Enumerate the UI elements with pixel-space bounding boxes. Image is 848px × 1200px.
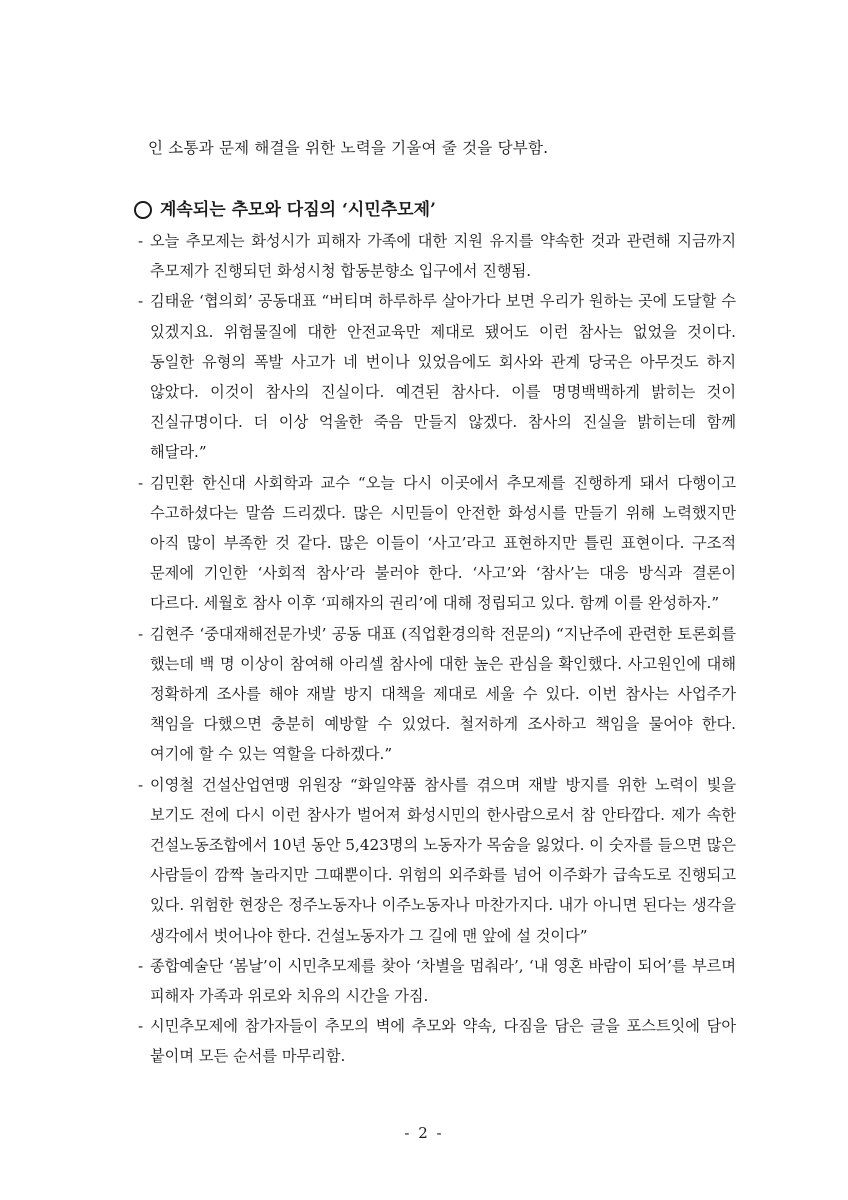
section-heading-text: 계속되는 추모와 다짐의 ‘시민추모제’: [160, 200, 436, 220]
list-item: - 시민추모제에 참가자들이 추모의 벽에 추모와 약속, 다짐을 담은 글을 포스트잇에 담아 붙이며 모든 순서를 마무리함.: [138, 1011, 736, 1071]
page-number: - 2 -: [404, 1124, 444, 1142]
list-item: - 이영철 건설산업연맹 위원장 “화일약품 참사를 겪으며 재발 방지를 위한 노력이 빛을 보기도 전에 다시 이런 참사가 벌어져 화성시민의 한사람으로서 참 안타깝다. 제가 속한 건설노동조합에서 10년 동안 5,423명의 노동자가 목숨을 잃었다. 이 숫자를 들으면 많은 사람들이 깜짝 놀라지만 그때뿐이다. 위험의 외주화를 넘어 이주화가 급속도로 진행되고 있다. 위험한 현장은 정주노동자나 이주노동자나 마찬가지다. 내가 아니면 된다는 생각을 생각에서 벗어나야 한다. 건설노동자가 그 길에 맨 앞에 설 것이다”: [138, 770, 736, 951]
circle-bullet-icon: [134, 201, 152, 219]
list-item: - 종합예술단 ‘봄날’이 시민추모제를 찾아 ‘차별을 멈춰라’, ‘내 영혼 바람이 되어’를 부르며 피해자 가족과 위로와 치유의 시간을 가짐.: [138, 951, 736, 1011]
list-item: - 김현주 ‘중대재해전문가넷’ 공동 대표 (직업환경의학 전문의) “지난주에 관련한 토론회를 했는데 백 명 이상이 참여해 아리셀 참사에 대한 높은 관심을 확인했다. 사고원인에 대해 정확하게 조사를 해야 재발 방지 대책을 제대로 세울 수 있다. 이번 참사는 사업주가 책임을 다했으면 충분히 예방할 수 있었다. 철저하게 조사하고 책임을 물어야 한다. 여기에 할 수 있는 역할을 다하겠다.”: [138, 619, 736, 770]
section-heading: [134, 195, 436, 220]
list-item: - 오늘 추모제는 화성시가 피해자 가족에 대한 지원 유지를 약속한 것과 관련해 지금까지 추모제가 진행되던 화성시청 합동분향소 입구에서 진행됨.: [138, 226, 736, 286]
list-item: - 김태윤 ‘협의회’ 공동대표 “버티며 하루하루 살아가다 보면 우리가 원하는 곳에 도달할 수 있겠지요. 위험물질에 대한 안전교육만 제대로 됐어도 이런 참사는 없었을 것이다. 동일한 유형의 폭발 사고가 네 번이나 있었음에도 회사와 관계 당국은 아무것도 하지 않았다. 이것이 참사의 진실이다. 예견된 참사다. 이를 명명백백하게 밝히는 것이 진실규명이다. 더 이상 억울한 죽음 만들지 않겠다. 참사의 진실을 밝히는데 함께 해달라.”: [138, 286, 736, 467]
item-list: [138, 226, 736, 1072]
list-item: - 김민환 한신대 사회학과 교수 “오늘 다시 이곳에서 추모제를 진행하게 돼서 다행이고 수고하셨다는 말씀 드리겠다. 많은 시민들이 안전한 화성시를 만들기 위해 노력했지만 아직 많이 부족한 것 같다. 많은 이들이 ‘사고’라고 표현하지만 틀린 표현이다. 구조적 문제에 기인한 ‘사회적 참사’라 불러야 한다. ‘사고’와 ‘참사’는 대응 방식과 결론이 다르다. 세월호 참사 이후 ‘피해자의 권리’에 대해 정립되고 있다. 함께 이를 완성하자.”: [138, 468, 736, 619]
intro-line: 인 소통과 문제 해결을 위한 노력을 기울여 줄 것을 당부함.: [148, 139, 549, 157]
